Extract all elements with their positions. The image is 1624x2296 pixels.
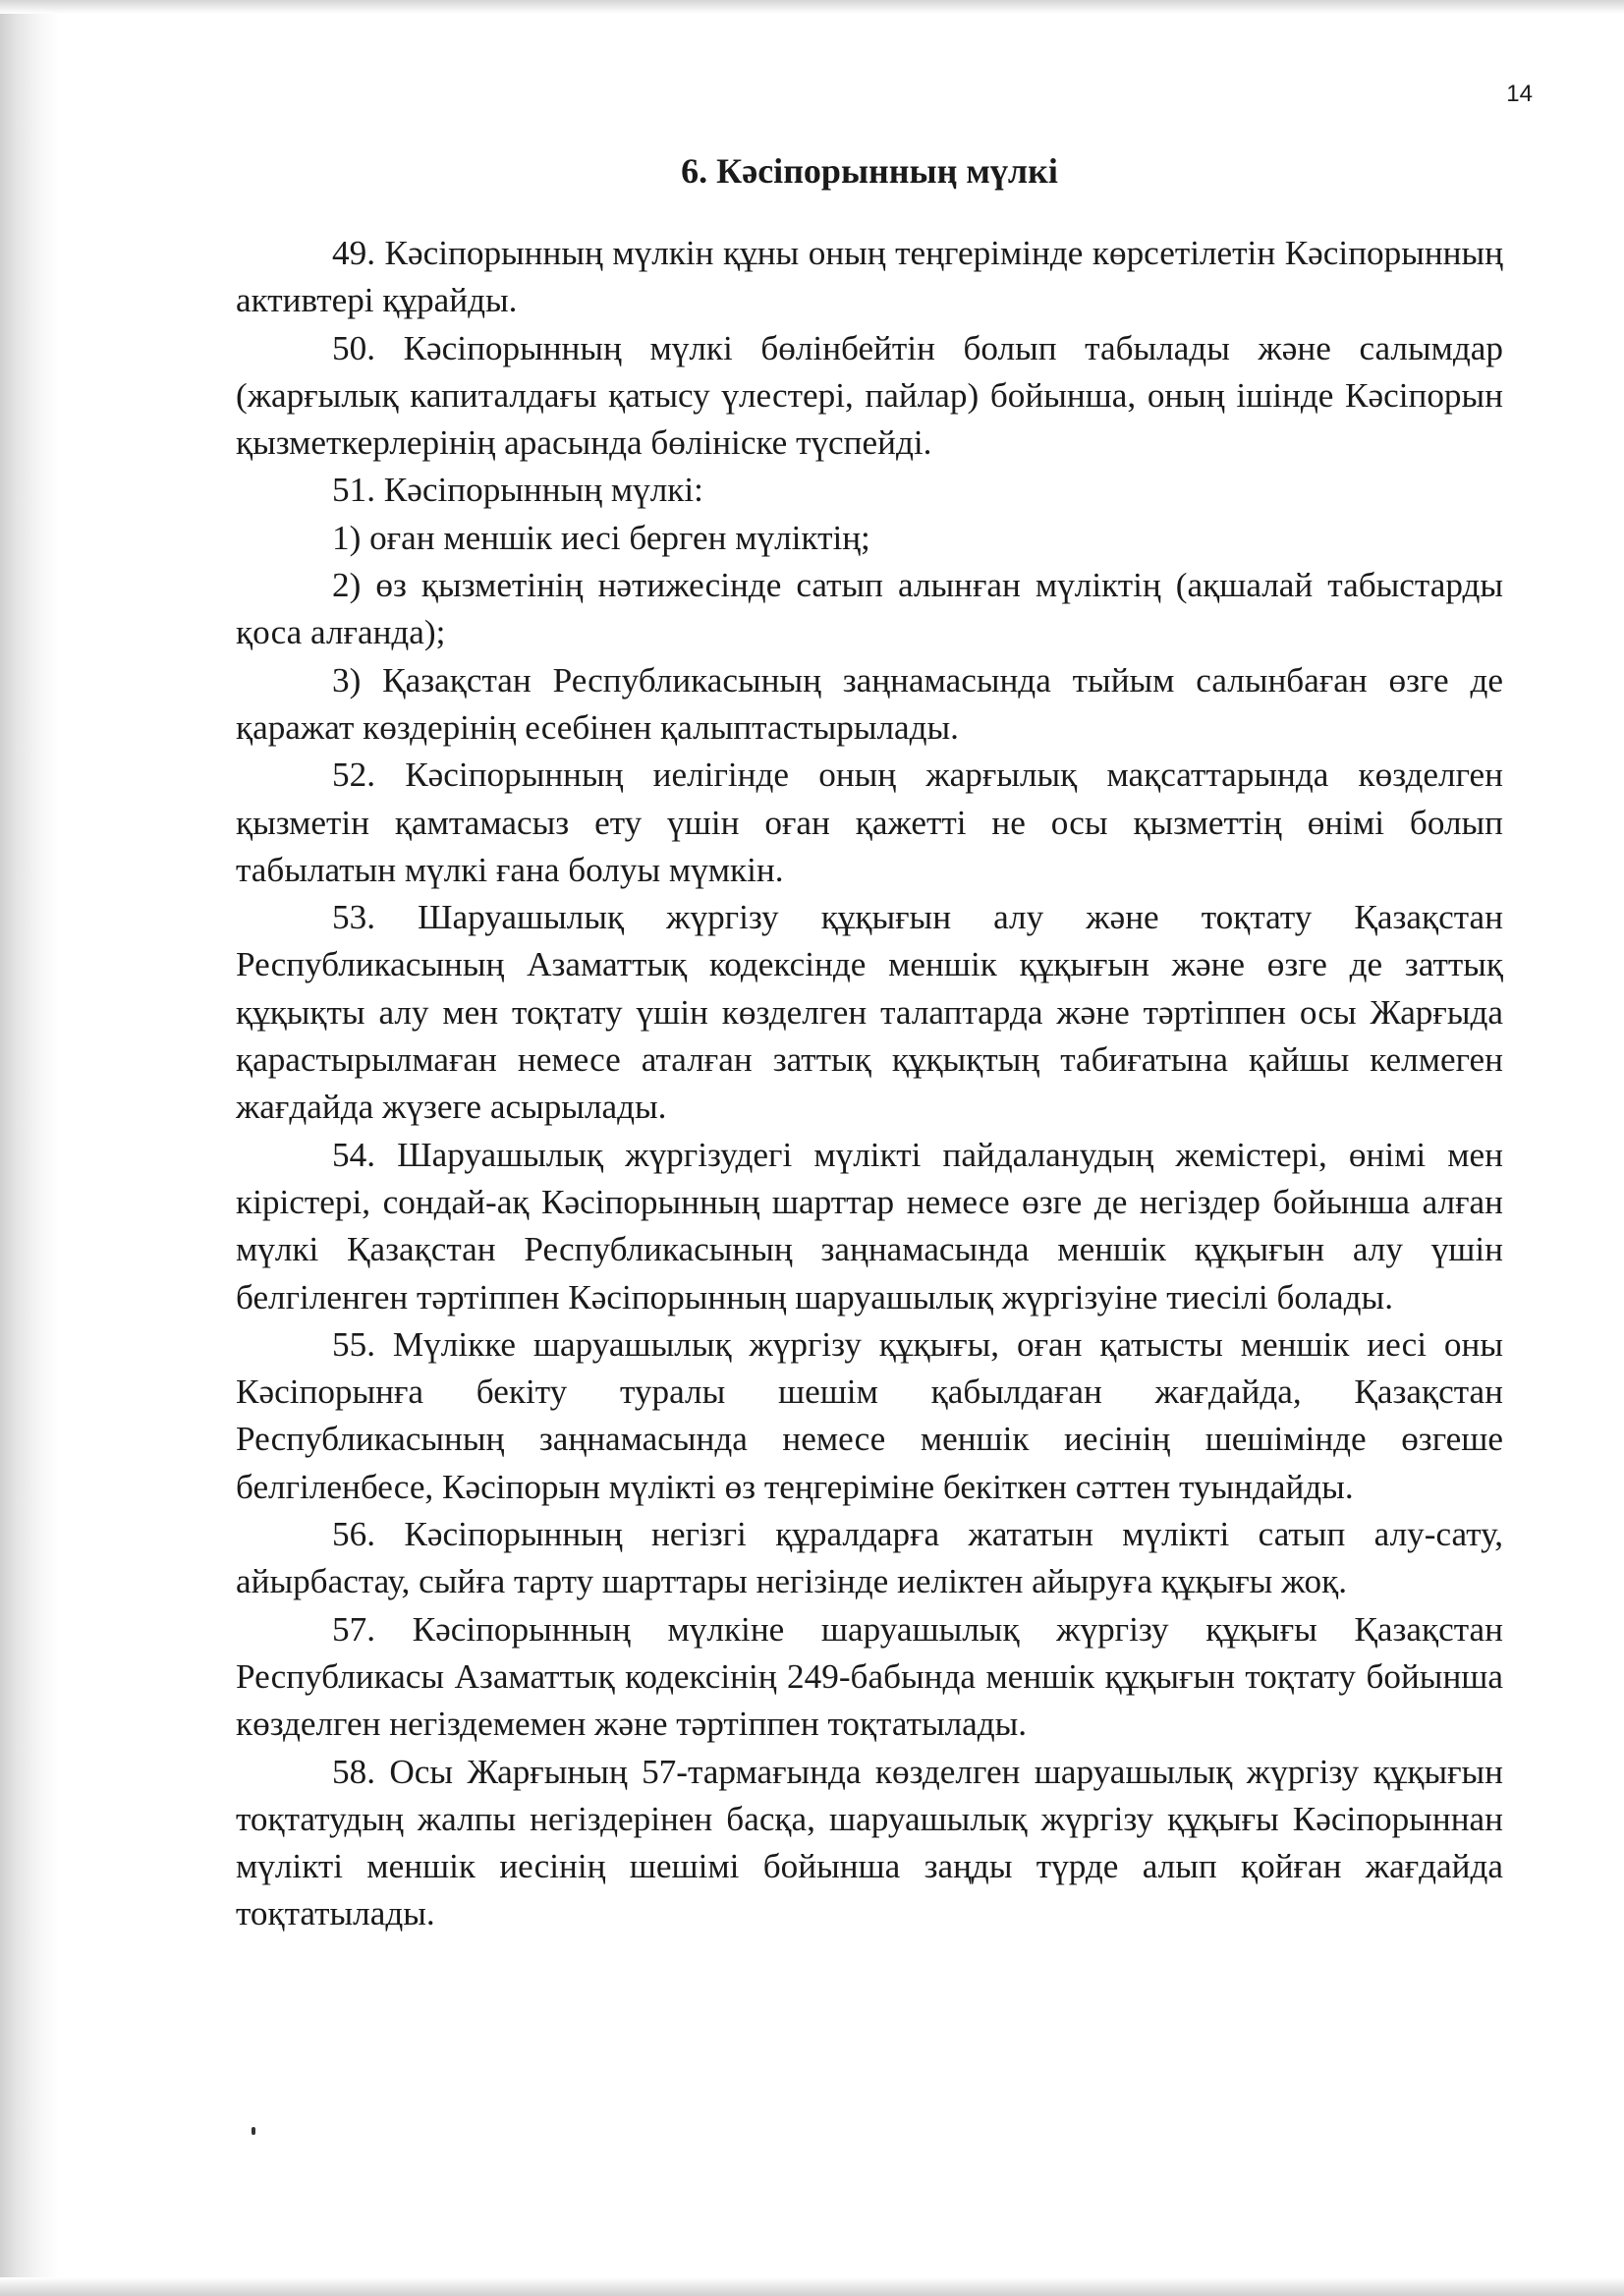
paragraph-53: 53. Шаруашылық жүргізу құқығын алу және тоқтату Қазақстан Республикасының Азаматтық кодексінде меншік құқығын және өзге де заттық құқықты алу мен тоқтату үшін көзделген талаптарда және тәртіппен осы Жарғыда қарастырылмаған немесе аталған заттық құқықтың табиғатына қайшы келмеген жағдайда жүзеге асырылады. bbox=[236, 898, 1503, 1127]
scan-shadow-left bbox=[0, 0, 59, 2296]
paragraph-57: 57. Кәсіпорынның мүлкіне шаруашылық жүргізу құқығы Қазақстан Республикасы Азаматтық кодексінің 249-бабында меншік құқығын тоқтату бойынша көзделген негіздемемен және тәртіппен тоқтатылады. bbox=[236, 1609, 1503, 1744]
paragraph-49: 49. Кәсіпорынның мүлкін құны оның теңгерімінде көрсетілетін Кәсіпорынның активтері құрайды. bbox=[236, 234, 1503, 320]
paragraph-55: 55. Мүлікке шаруашылық жүргізу құқығы, оған қатысты меншік иесі оны Кәсіпорынға бекіту туралы шешім қабылдаған жағдайда, Қазақстан Республикасының заңнамасында немесе меншік иесінің шешімінде өзгеше белгіленбесе, Кәсіпорын мүлікті өз теңгеріміне бекіткен сәттен туындайды. bbox=[236, 1324, 1503, 1506]
paragraph-54: 54. Шаруашылық жүргізудегі мүлікті пайдаланудың жемістері, өнімі мен кірістері, сондай-ақ Кәсіпорынның шарттар немесе өзге де негіздер бойынша алған мүлкі Қазақстан Республикасының заңнамасында меншік құқығын алу үшін белгіленген тәртіппен Кәсіпорынның шаруашылық жүргізуіне тиесілі болады. bbox=[236, 1135, 1503, 1316]
paragraph-51-item-1: 1) оған меншік иесі берген мүліктің; bbox=[332, 518, 870, 557]
section-title: 6. Кәсіпорынның мүлкі bbox=[681, 151, 1058, 191]
paragraph-52: 52. Кәсіпорынның иелігінде оның жарғылық мақсаттарында көзделген қызметін қамтамасыз ету үшін оған қажетті не осы қызметтің өнімі болып табылатын мүлкі ғана болуы мүмкін. bbox=[236, 756, 1503, 889]
paragraph-51: 51. Кәсіпорынның мүлкі: bbox=[332, 471, 703, 510]
document-body bbox=[236, 230, 1503, 1938]
paragraph-50: 50. Кәсіпорынның мүлкі бөлінбейтін болып табылады және салымдар (жарғылық капиталдағы қатысу үлестері, пайлар) бойынша, оның ішінде Кәсіпорын қызметкерлерінің арасында бөлініске түспейді. bbox=[236, 328, 1503, 463]
scan-shadow-bottom bbox=[0, 2277, 1624, 2296]
paragraph-51-item-2: 2) өз қызметінің нәтижесінде сатып алынған мүліктің (ақшалай табыстарды қоса алғанда); bbox=[236, 566, 1503, 652]
scan-shadow-top bbox=[0, 0, 1624, 14]
page-number: 14 bbox=[1506, 81, 1533, 107]
scan-speck bbox=[252, 2127, 255, 2135]
paragraph-51-item-3: 3) Қазақстан Республикасының заңнамасында тыйым салынбаған өзге де қаражат көздерінің есебінен қалыптастырылады. bbox=[236, 660, 1503, 747]
paragraph-56: 56. Кәсіпорынның негізгі құралдарға жататын мүлікті сатып алу-сату, айырбастау, сыйға тарту шарттары негізінде иеліктен айыруға құқығы жоқ. bbox=[236, 1515, 1503, 1601]
paragraph-58: 58. Осы Жарғының 57-тармағында көзделген шаруашылық жүргізу құқығын тоқтатудың жалпы негіздерінен басқа, шаруашылық жүргізу құқығы Кәсіпорыннан мүлікті меншік иесінің шешімі бойынша заңды түрде алып қойған жағдайда тоқтатылады. bbox=[236, 1752, 1503, 1933]
